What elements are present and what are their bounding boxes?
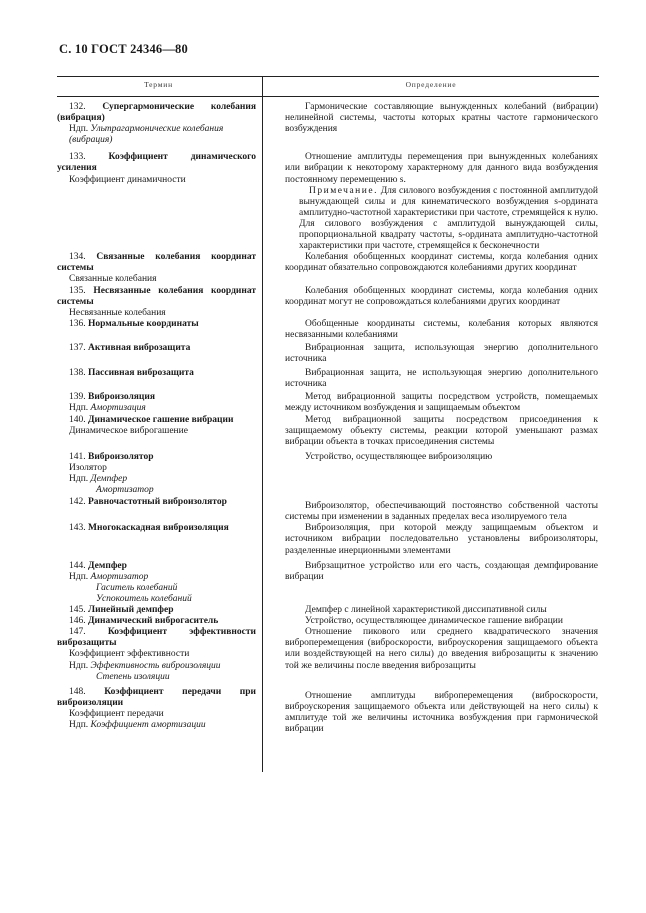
term-cell [57, 368, 260, 379]
column-header-definition: Определение [405, 80, 457, 89]
definition-text: Колебания обобщенных координат системы, когда колебания одних координат обязательно сопровождаются колебаниями других координат [285, 252, 598, 274]
entry-147 [57, 627, 599, 682]
term-title-line [57, 561, 256, 572]
synonym [57, 572, 256, 583]
term-title: Равночастотный виброизолятор [88, 497, 227, 508]
entry-145 [57, 605, 599, 616]
term-number: 138. [69, 368, 86, 379]
definition-cell [285, 452, 598, 463]
synonym: Динамическое виброгашение [69, 425, 188, 436]
definition-cell [285, 616, 598, 627]
definition-text: Демпфер с линейной характеристикой диссипативной силы [305, 605, 547, 616]
synonym-text: Ультрагармонические колебания (вибрация) [69, 124, 224, 146]
definition-cell [285, 343, 598, 365]
term-title: Несвязанные колебания координат системы [57, 285, 256, 307]
term-title-line [57, 415, 256, 426]
synonym: Гаситель колебаний [96, 582, 178, 593]
synonym [57, 720, 256, 731]
definition-text: Обобщенные координаты системы, колебания которых являются несвязанными колебаниями [285, 318, 598, 340]
entry-148 [57, 687, 599, 735]
term-number: 140. [69, 414, 86, 425]
synonym [57, 124, 256, 146]
term-cell [57, 616, 260, 627]
definition-cell [285, 605, 598, 616]
synonym: Коэффициент эффективности [69, 649, 190, 660]
definition-cell [285, 319, 598, 341]
term-cell [57, 286, 260, 319]
term-number: 145. [69, 605, 86, 616]
entry-134 [57, 252, 599, 285]
synonym: Несвязанные колебания [69, 307, 166, 318]
entry-143 [57, 523, 599, 556]
term-title: Коэффициент эффективности виброзащиты [57, 627, 256, 649]
term-title: Динамическое гашение вибрации [88, 414, 234, 425]
term-title: Супергармонические колебания (вибрация) [57, 102, 256, 124]
term-title-line [57, 252, 256, 274]
synonym [57, 474, 256, 485]
note [285, 186, 598, 253]
term-cell [57, 152, 260, 185]
term-title: Многокаскадная виброизоляция [88, 523, 229, 534]
entry-140 [57, 415, 599, 448]
term-cell [57, 605, 260, 616]
term-title-line [57, 497, 256, 508]
entry-144 [57, 561, 599, 605]
term-title-line [57, 452, 256, 463]
note-label: Примечание. [309, 185, 378, 196]
definition-cell [285, 152, 598, 252]
term-number: 146. [69, 616, 86, 627]
term-cell [57, 561, 260, 605]
synonym-prefix: Ндп. [69, 124, 89, 135]
synonym-text: Амортизатор [90, 571, 149, 582]
term-number: 133. [69, 152, 86, 163]
term-cell [57, 252, 260, 285]
synonym-text: Демпфер [90, 474, 128, 484]
synonym: Коэффициент передачи [69, 708, 164, 719]
definition-text: Отношение амплитуды виброперемещения (виброскорости, виброускорения защищаемого объекта или действующей на него силы) к амплитуде той же величины источника возбуждения при гармонической вибрации [285, 690, 598, 734]
term-title: Линейный демпфер [88, 605, 174, 616]
definition-text: Метод вибрационной защиты посредством устройств, помещаемых между источником возбуждения и защищаемым объектом [285, 392, 598, 414]
term-title-line [57, 616, 256, 627]
term-title-line [57, 343, 256, 354]
entry-141 [57, 452, 599, 496]
synonym [57, 661, 256, 672]
definition-cell [285, 523, 598, 556]
definition-text: Отношение пикового или среднего квадратического значения виброперемещения (виброскорости, виброускорения защищаемого объекта или воздействующей на него силы) до введения виброзащиты к значению той же величины после введения виброзащиты [285, 627, 598, 671]
note-text: Для силового возбуждения с постоянной амплитудой вынуждающей силы и для кинематического возбуждения s-ордината амплитудно-частотной характеристики при частоте, стремящейся к нулю. Для силового возбуждения с амплитудой вынуждающей силы, пропорциональной квадрату частоты, s-ордината амплитудно-частотной характеристики при частоте, стремящейся к бесконечности [299, 185, 599, 252]
term-number: 144. [69, 560, 86, 571]
term-title: Пассивная виброзащита [88, 368, 194, 379]
definition-cell [285, 497, 598, 523]
synonym-prefix: Ндп. [69, 403, 89, 414]
term-number: 143. [69, 523, 86, 534]
definition-cell [285, 627, 598, 671]
term-cell [57, 627, 260, 682]
table-header [57, 76, 599, 97]
entry-137 [57, 343, 599, 365]
term-cell [57, 452, 260, 496]
term-title: Коэффициент динамического усиления [57, 152, 256, 174]
term-title-line [57, 687, 256, 709]
term-number: 147. [69, 627, 86, 638]
definition-text: Виброизоляция, при которой между защищаемым объектом и источником вибрации последовательно установлены виброизоляторы, разделенные инерционными элементами [285, 523, 598, 556]
term-cell [57, 392, 260, 414]
term-title-line [57, 102, 256, 124]
entry-133 [57, 152, 599, 252]
term-cell [57, 415, 260, 437]
term-title-line [57, 152, 256, 174]
definition-cell [285, 286, 598, 308]
term-number: 135. [69, 285, 86, 296]
entry-136 [57, 319, 599, 341]
term-title-line [57, 627, 256, 649]
term-cell [57, 523, 260, 534]
entry-142 [57, 497, 599, 523]
synonym-prefix: Ндп. [69, 571, 89, 582]
definition-cell [285, 368, 598, 390]
definition-cell [285, 561, 598, 583]
entry-138 [57, 368, 599, 390]
definition-cell [285, 415, 598, 448]
term-title: Виброизоляция [88, 392, 156, 403]
definition-text: Устройство, осуществляющее динамическое гашение вибрации [305, 616, 563, 627]
synonym: Степень изоляции [96, 671, 170, 682]
term-number: 132. [69, 102, 86, 112]
term-cell [57, 497, 260, 508]
term-title: Динамический виброгаситель [88, 616, 219, 627]
column-header-term: Термин [144, 80, 173, 89]
term-title: Нормальные координаты [88, 318, 199, 329]
term-cell [57, 102, 260, 146]
synonym-text: Коэффициент амортизации [90, 719, 206, 730]
definition-cell [285, 687, 598, 735]
term-number: 141. [69, 451, 86, 462]
definition-cell [285, 392, 598, 414]
synonym: Амортизатор [96, 485, 154, 496]
definition-text: Вибрзащитное устройство или его часть, создающая демпфирование вибрации [285, 560, 598, 582]
entry-146 [57, 616, 599, 627]
synonym-text: Эффективность виброизоляции [90, 660, 221, 671]
term-title: Коэффициент передачи при виброизоляции [57, 686, 256, 708]
term-title: Демпфер [88, 560, 127, 571]
definition-text: Вибрационная защита, использующая энергию дополнительного источника [285, 342, 598, 365]
term-number: 139. [69, 392, 86, 403]
term-number: 142. [69, 497, 86, 508]
term-cell [57, 343, 260, 354]
definition-text: Метод вибрационной защиты посредством присоединения к защищаемому объекту системы, реакции которой уменьшают размах вибрации объекта в точках присоединения системы [285, 414, 598, 447]
synonym: Коэффициент динамичности [69, 174, 186, 185]
term-cell [57, 319, 260, 330]
synonym: Успокоитель колебаний [96, 593, 192, 604]
term-title: Активная виброзащита [88, 342, 191, 353]
synonym-prefix: Ндп. [69, 660, 89, 671]
page-header: С. 10 ГОСТ 24346—80 [59, 42, 188, 56]
entry-135 [57, 286, 599, 319]
term-title-line [57, 523, 256, 534]
term-title-line [57, 368, 256, 379]
term-title: Связанные колебания координат системы [57, 252, 256, 274]
definition-text: Отношение амплитуды перемещения при вынужденных колебаниях или вибрации к некоторому характерному для данного вида возбуждения постоянному перемещению s. [285, 152, 598, 185]
definition-text: Виброизолятор, обеспечивающий постоянство собственной частоты системы при изменении в заданных пределах веса изолируемого тела [285, 501, 598, 523]
term-title-line [57, 605, 256, 616]
term-cell [57, 687, 260, 731]
definition-cell [285, 102, 598, 135]
definition-text: Колебания обобщенных координат системы, когда колебания одних координат могут не сопровождаться колебаниями других координат [285, 285, 598, 307]
term-title-line [57, 286, 256, 308]
definition-text: Вибрационная защита, не использующая энергию дополнительного источника [285, 368, 598, 390]
terms-table [57, 100, 599, 735]
synonym [57, 403, 256, 414]
definition-text: Гармонические составляющие вынужденных колебаний (вибрации) нелинейной системы, частоты которых кратны частоте гармонического возбуждения [285, 102, 598, 135]
entry-139 [57, 392, 599, 414]
term-number: 137. [69, 342, 86, 353]
synonym: Связанные колебания [69, 274, 157, 285]
term-number: 148. [69, 686, 86, 697]
term-number: 136. [69, 318, 86, 329]
definition-text: Устройство, осуществляющее виброизоляцию [305, 451, 493, 462]
term-title-line [57, 319, 256, 330]
synonym-prefix: Ндп. [69, 474, 89, 484]
term-title-line [57, 392, 256, 403]
synonym-prefix: Ндп. [69, 719, 89, 730]
term-title: Виброизолятор [88, 451, 154, 462]
synonym: Изолятор [69, 462, 107, 473]
definition-cell [285, 252, 598, 274]
synonym-text: Амортизация [90, 403, 146, 414]
entry-132 [57, 102, 599, 146]
term-number: 134. [69, 252, 86, 263]
